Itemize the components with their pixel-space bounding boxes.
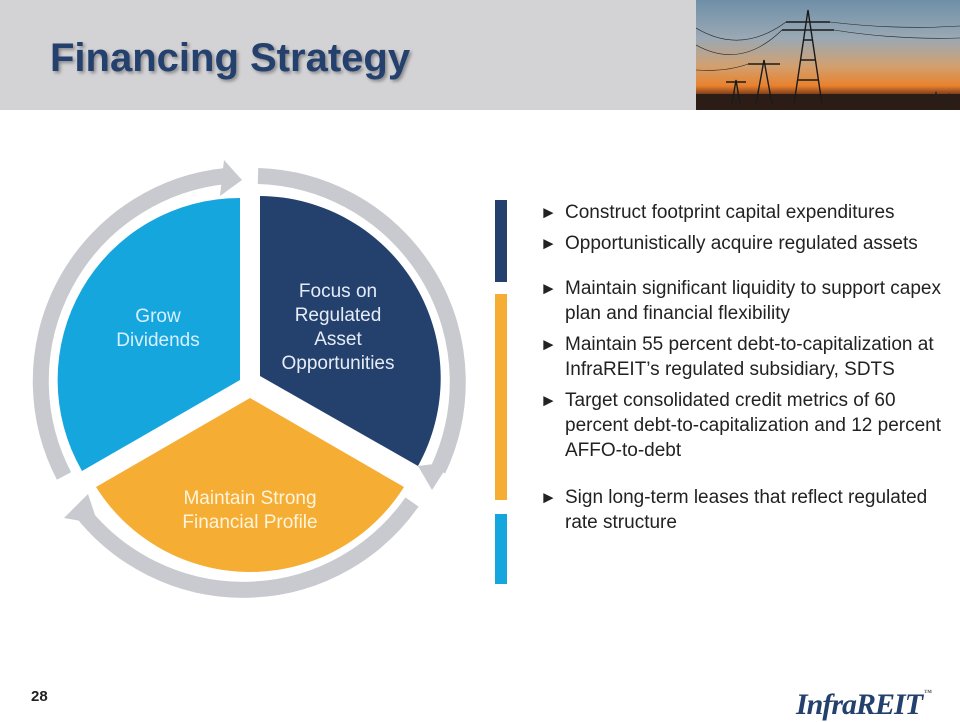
bullet-arrow-icon: ►: [540, 335, 557, 354]
bullet-arrow-icon: ►: [540, 279, 557, 298]
bullet-text: Construct footprint capital expenditures: [565, 202, 895, 223]
bullet-text: Target consolidated credit metrics of 60 percent debt-to-capitalization and 12 percent AFFO-to-debt: [565, 390, 942, 461]
power-lines-photo: [696, 0, 960, 110]
bullet-item: [540, 276, 950, 326]
ring-arrowhead-right: [418, 462, 450, 490]
segment-label-focus-regulated: [268, 280, 408, 376]
logo-trademark: ™: [924, 688, 932, 697]
bullet-item: [540, 332, 950, 382]
segment-label-grow-dividends: [96, 305, 220, 353]
group-bar-navy: [495, 200, 507, 282]
strategy-cycle-diagram: [20, 150, 470, 610]
group-bar-blue: [495, 514, 507, 584]
ring-arrowhead-top: [220, 160, 242, 196]
segment-label-line: Financial Profile: [182, 512, 318, 533]
infrareit-logo: [796, 688, 931, 722]
bullet-arrow-icon: ►: [540, 391, 557, 410]
segment-label-line: Maintain Strong: [183, 488, 317, 509]
bullet-item: [540, 485, 950, 535]
segment-label-line: Focus on: [298, 281, 378, 302]
bullet-text: Opportunistically acquire regulated assets: [565, 233, 918, 254]
group-bar-orange: [495, 294, 507, 500]
segment-label-line: Dividends: [116, 330, 200, 351]
segment-label-line: Regulated: [294, 305, 382, 326]
bullet-list: [540, 200, 950, 535]
segment-label-maintain-financial: [150, 487, 350, 535]
segment-label-line: Asset: [314, 329, 362, 350]
ring-arrowhead-left: [64, 494, 98, 524]
bullet-text: Maintain 55 percent debt-to-capitalization at InfraREIT’s regulated subsidiary, SDTS: [565, 334, 934, 380]
slide-title: Financing Strategy: [50, 36, 411, 80]
bullet-arrow-icon: ►: [540, 488, 557, 507]
page-number: 28: [31, 688, 48, 705]
bullet-item: [540, 388, 950, 463]
logo-text: InfraREIT: [796, 688, 923, 721]
bullet-item: [540, 200, 950, 225]
bullet-item: [540, 231, 950, 256]
segment-label-line: Opportunities: [281, 353, 395, 374]
segment-label-line: Grow: [135, 306, 181, 327]
bullet-arrow-icon: ►: [540, 203, 557, 222]
bullet-text: Maintain significant liquidity to support capex plan and financial flexibility: [565, 278, 941, 324]
bullet-text: Sign long-term leases that reflect regulated rate structure: [565, 487, 928, 533]
bullet-arrow-icon: ►: [540, 234, 557, 253]
